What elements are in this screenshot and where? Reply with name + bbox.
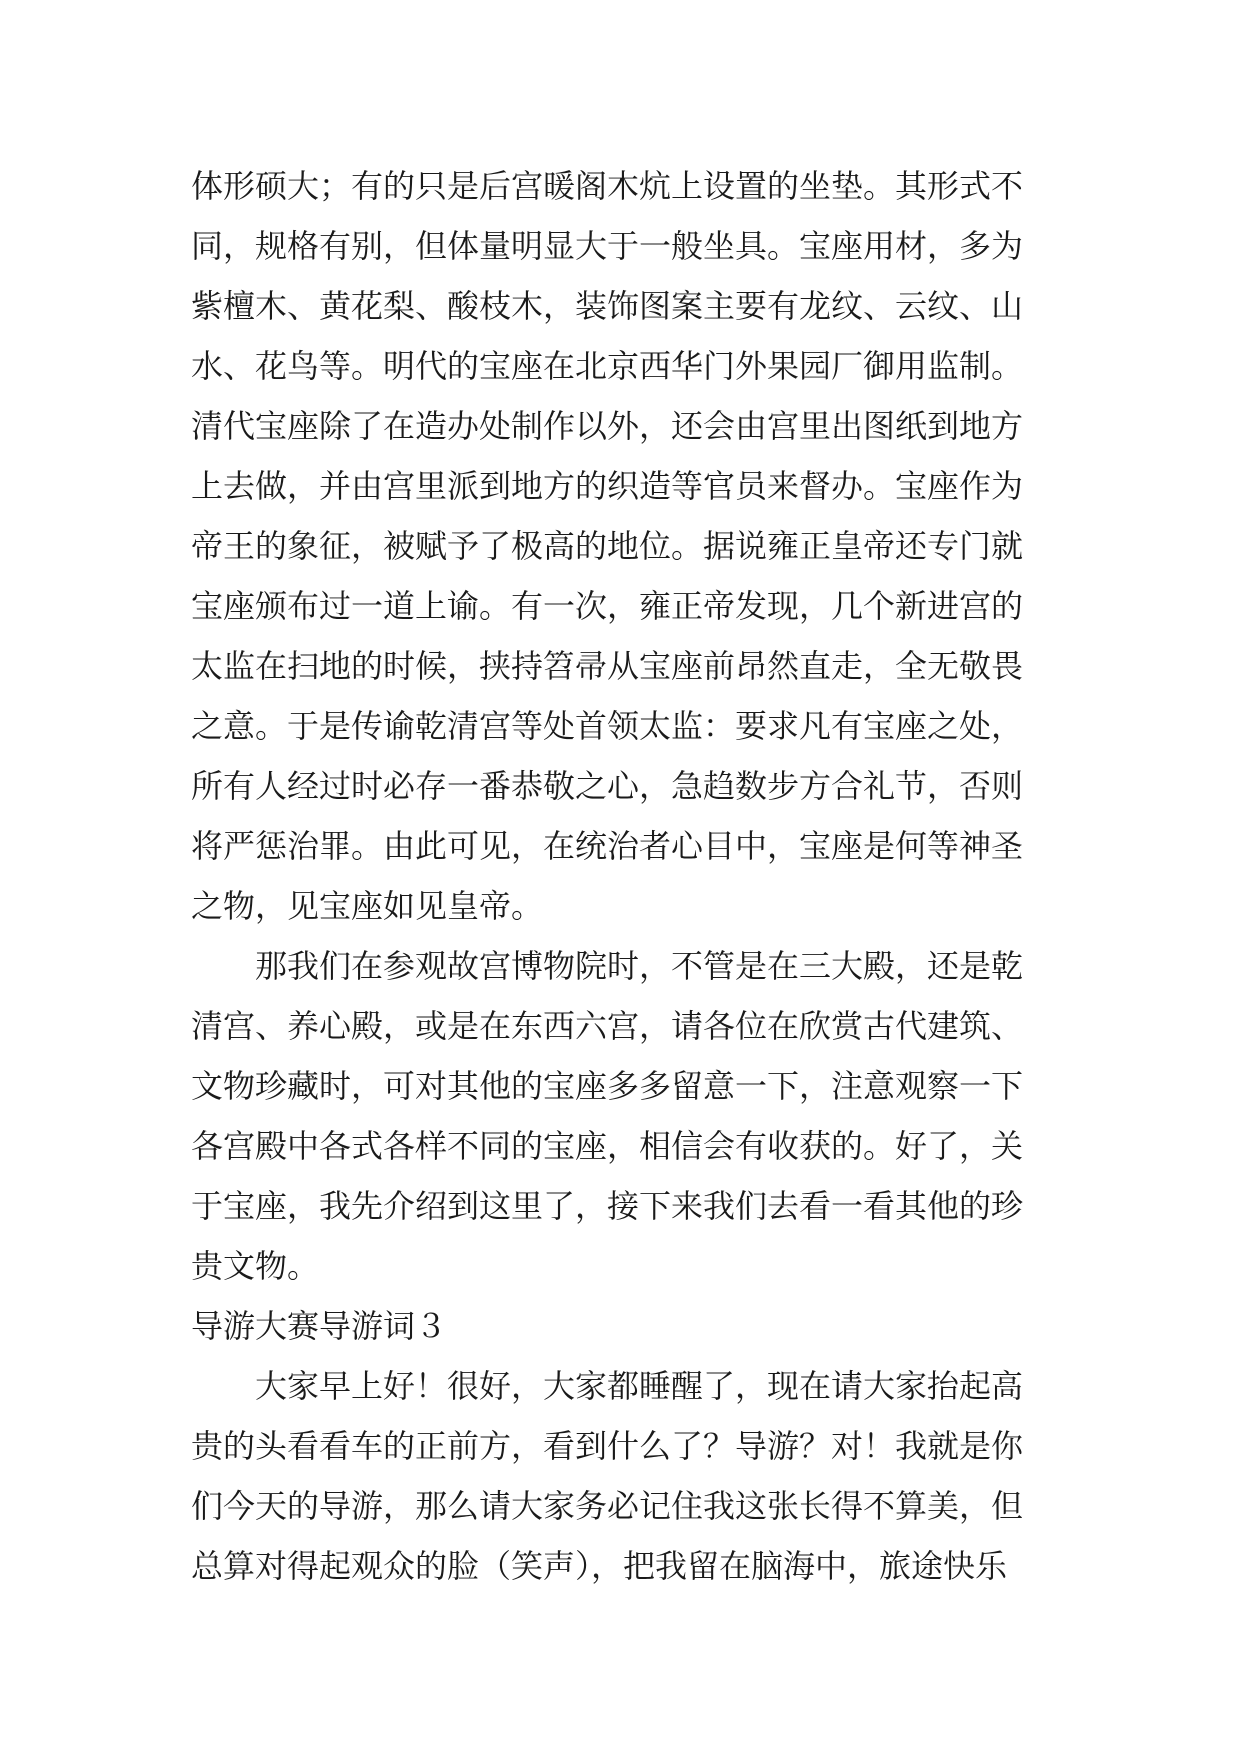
text-line: 上去做，并由宫里派到地方的织造等官员来督办。宝座作为 [191,467,1024,505]
text-line: 贵文物。 [191,1247,320,1285]
paragraph-guide-greeting [191,1356,1071,1596]
text-line: 将严惩治罪。由此可见，在统治者心目中，宝座是何等神圣 [191,827,1024,865]
text-line: 清代宝座除了在造办处制作以外，还会由宫里出图纸到地方 [191,407,1024,445]
text-line: 贵的头看看车的正前方，看到什么了？导游？对！我就是你 [191,1427,1024,1465]
paragraph-throne-history [191,156,1071,936]
text-line: 文物珍藏时，可对其他的宝座多多留意一下，注意观察一下 [191,1067,1024,1105]
text-line: 总算对得起观众的脸（笑声），把我留在脑海中，旅途快乐 [191,1547,1008,1585]
text-line: 之意。于是传谕乾清宫等处首领太监：要求凡有宝座之处， [191,707,1024,745]
text-line: 大家早上好！很好，大家都睡醒了，现在请大家抬起高 [191,1367,1024,1405]
text-line: 太监在扫地的时候，挟持笤帚从宝座前昂然直走，全无敬畏 [191,647,1024,685]
document-body [191,156,1071,1596]
text-line: 所有人经过时必存一番恭敬之心，急趋数步方合礼节，否则 [191,767,1024,805]
text-line: 水、花鸟等。明代的宝座在北京西华门外果园厂御用监制。 [191,347,1024,385]
text-line: 们今天的导游，那么请大家务必记住我这张长得不算美，但 [191,1487,1024,1525]
text-line: 之物，见宝座如见皇帝。 [191,887,544,925]
text-line: 于宝座，我先介绍到这里了，接下来我们去看一看其他的珍 [191,1187,1024,1225]
text-line: 那我们在参观故宫博物院时，不管是在三大殿，还是乾 [191,947,1024,985]
paragraph-visit-advice [191,936,1071,1296]
text-line: 宝座颁布过一道上谕。有一次，雍正帝发现，几个新进宫的 [191,587,1024,625]
text-line: 帝王的象征，被赋予了极高的地位。据说雍正皇帝还专门就 [191,527,1024,565]
text-line: 紫檀木、黄花梨、酸枝木，装饰图案主要有龙纹、云纹、山 [191,287,1024,325]
text-line: 体形硕大；有的只是后宫暖阁木炕上设置的坐垫。其形式不 [191,167,1024,205]
text-line: 同，规格有别，但体量明显大于一般坐具。宝座用材，多为 [191,227,1024,265]
text-line: 清宫、养心殿，或是在东西六宫，请各位在欣赏古代建筑、 [191,1007,1024,1045]
section-heading: 导游大赛导游词３ [191,1307,448,1345]
text-line: 各宫殿中各式各样不同的宝座，相信会有收获的。好了，关 [191,1127,1024,1165]
